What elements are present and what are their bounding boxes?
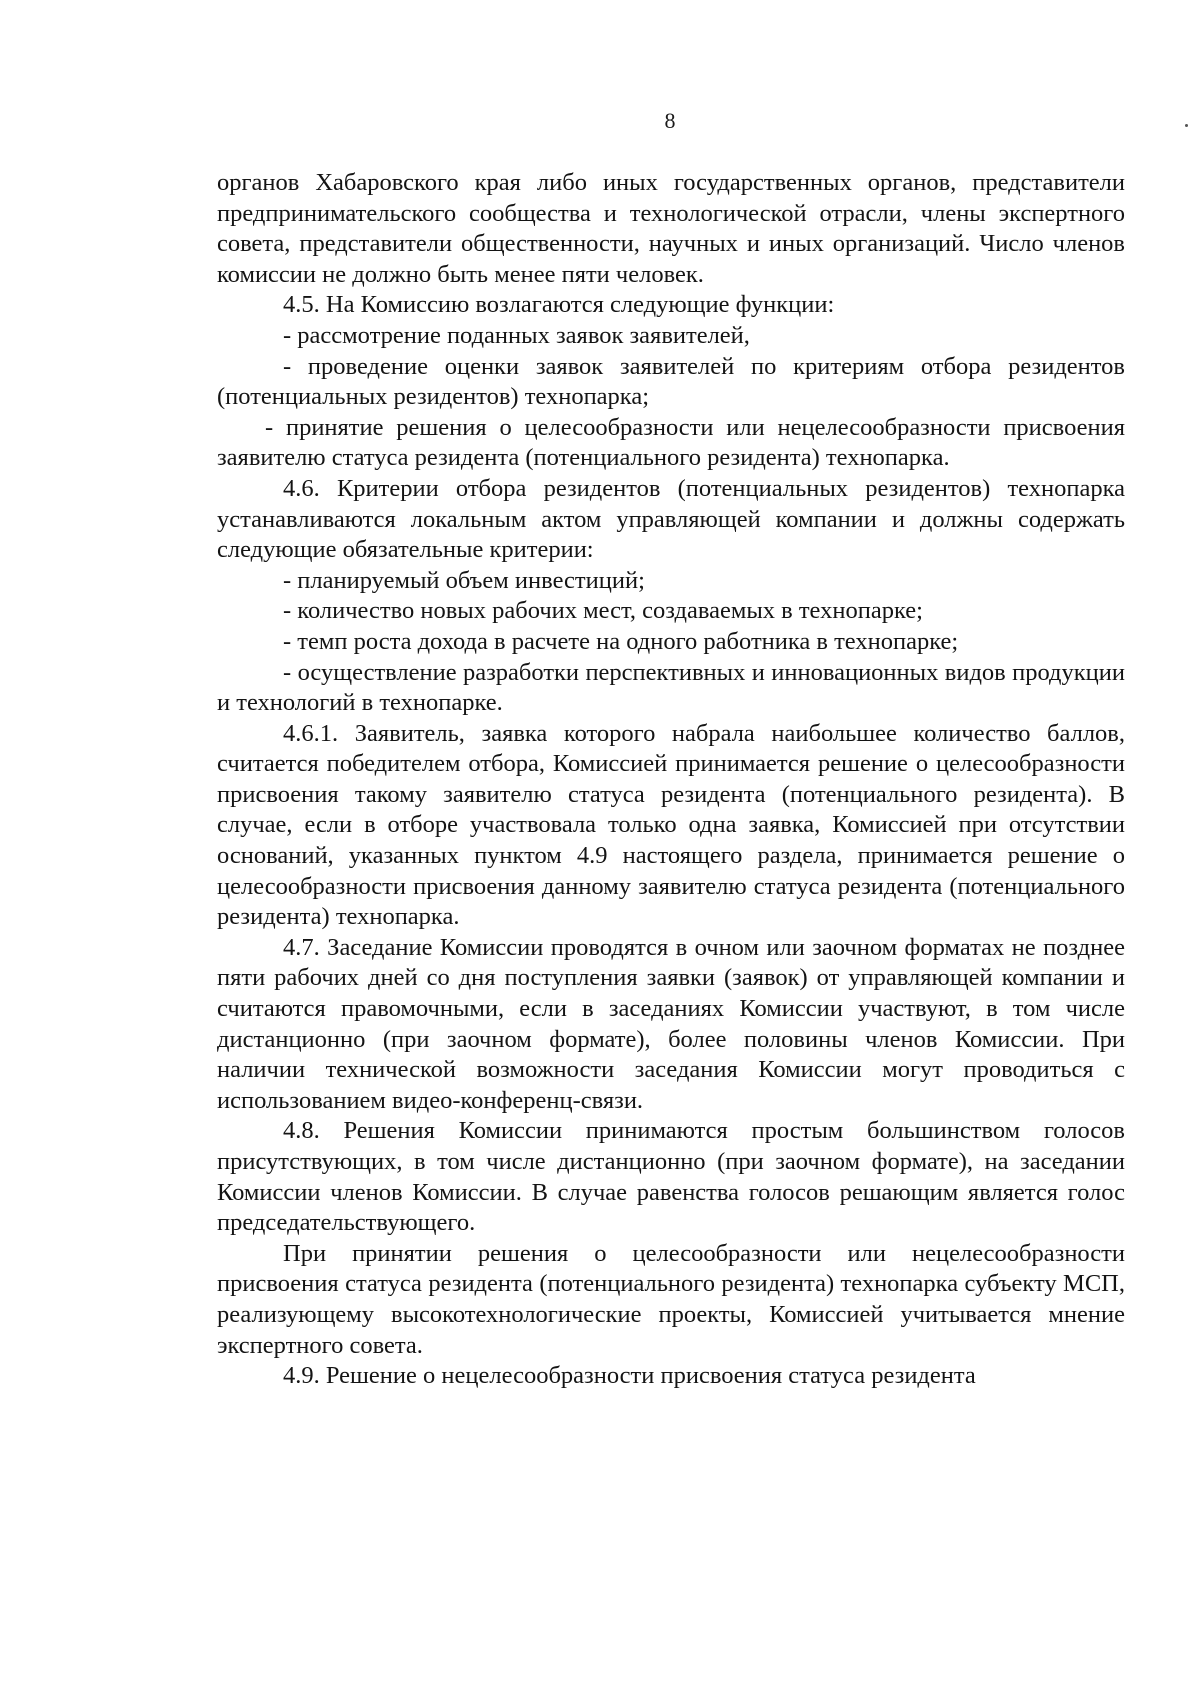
paragraph-expert-opinion: При принятии решения о целесообразности или нецелесообразности присвоения статуса резидента (потенциального резидента) технопарка субъекту МСП, реализующему высокотехнологические проекты, Комиссией учитывается мнение экспертного совета. [217,1239,1125,1359]
paragraph-4-6-1: 4.6.1. Заявитель, заявка которого набрала наибольшее количество баллов, считается победителем отбора, Комиссией принимается решение о целесообразности присвоения такому заявителю статуса резидента (потенциального резидента). В случае, если в отборе участвовала только одна заявка, Комиссией при отсутствии оснований, указанных пунктом 4.9 настоящего раздела, принимается решение о целесообразности присвоения данному заявителю статуса резидента (потенциального резидента) технопарка. [217,719,1125,931]
document-body [217,168,1125,1392]
list-item-evaluation: - проведение оценки заявок заявителей по критериям отбора резидентов (потенциальных резидентов) технопарка; [217,352,1125,411]
list-item-investment: - планируемый объем инвестиций; [283,566,645,594]
paragraph-4-5: 4.5. На Комиссию возлагаются следующие функции: [283,291,835,319]
list-item-income-growth: - темп роста дохода в расчете на одного работника в технопарке; [283,627,959,655]
paragraph-continuation: органов Хабаровского края либо иных государственных органов, представители предпринимательского сообщества и технологической отрасли, члены экспертного совета, представители общественности, научных и иных организаций. Число членов комиссии не должно быть менее пяти человек. [217,169,1125,288]
paragraph-4-9: 4.9. Решение о нецелесообразности присвоения статуса резидента [283,1362,976,1390]
list-item-jobs: - количество новых рабочих мест, создаваемых в технопарке; [283,597,923,625]
paragraph-4-6: 4.6. Критерии отбора резидентов (потенциальных резидентов) технопарка устанавливаются локальным актом управляющей компании и должны содержать следующие обязательные критерии: [217,474,1125,564]
list-item-decision: - принятие решения о целесообразности или нецелесообразности присвоения заявителю статуса резидента (потенциального резидента) технопарка. [217,413,1125,472]
paragraph-4-7: 4.7. Заседание Комиссии проводятся в очном или заочном форматах не позднее пяти рабочих дней со дня поступления заявки (заявок) от управляющей компании и считаются правомочными, если в заседаниях Комиссии участвуют, в том числе дистанционно (при заочном формате), более половины членов Комиссии. При наличии технической возможности заседания Комиссии могут проводиться с использованием видео-конференц-связи. [217,933,1125,1114]
page-number: 8 [664,108,676,133]
scan-speck [1185,124,1188,127]
list-item-development: - осуществление разработки перспективных и инновационных видов продукции и технологий в технопарке. [217,658,1125,717]
list-item-review: - рассмотрение поданных заявок заявителей, [283,321,750,349]
paragraph-4-8: 4.8. Решения Комиссии принимаются простым большинством голосов присутствующих, в том числе дистанционно (при заочном формате), на заседании Комиссии членов Комиссии. В случае равенства голосов решающим является голос председательствующего. [217,1117,1125,1237]
